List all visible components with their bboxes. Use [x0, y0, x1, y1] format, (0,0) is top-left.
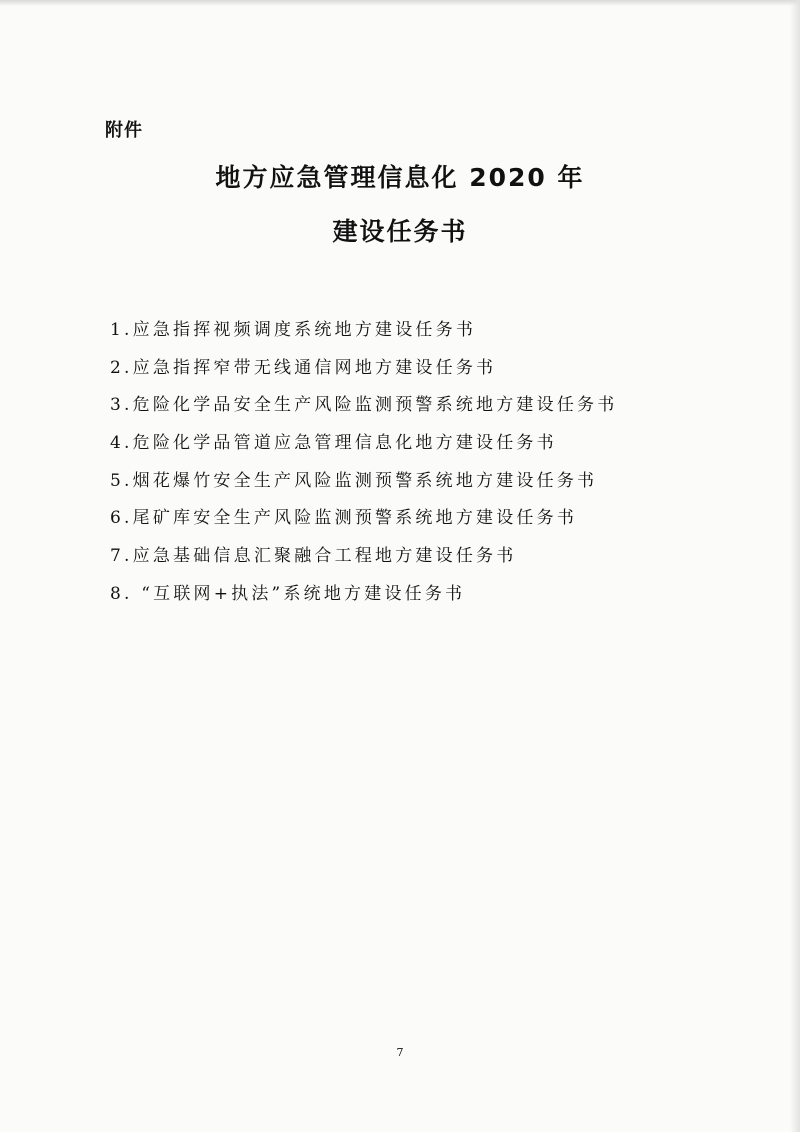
task-item-5: 5.烟花爆竹安全生产风险监测预警系统地方建设任务书: [110, 470, 598, 491]
document-title-line-1: 地方应急管理信息化 2020 年: [215, 163, 585, 192]
task-item-2: 2.应急指挥窄带无线通信网地方建设任务书: [110, 357, 497, 378]
task-list: [110, 312, 617, 614]
task-item-6: 6.尾矿库安全生产风险监测预警系统地方建设任务书: [110, 508, 578, 529]
document-title-line-2: 建设任务书: [332, 217, 468, 246]
page-number: 7: [396, 1046, 404, 1059]
task-item-7: 7.应急基础信息汇聚融合工程地方建设任务书: [110, 546, 517, 567]
task-item-8: 8. “互联网+执法”系统地方建设任务书: [110, 583, 466, 604]
scan-shadow-top: [0, 0, 800, 6]
task-item-4: 4.危险化学品管道应急管理信息化地方建设任务书: [110, 433, 557, 454]
attachment-label: 附件: [105, 120, 143, 141]
task-item-3: 3.危险化学品安全生产风险监测预警系统地方建设任务书: [110, 395, 618, 416]
task-item-1: 1.应急指挥视频调度系统地方建设任务书: [110, 320, 477, 340]
